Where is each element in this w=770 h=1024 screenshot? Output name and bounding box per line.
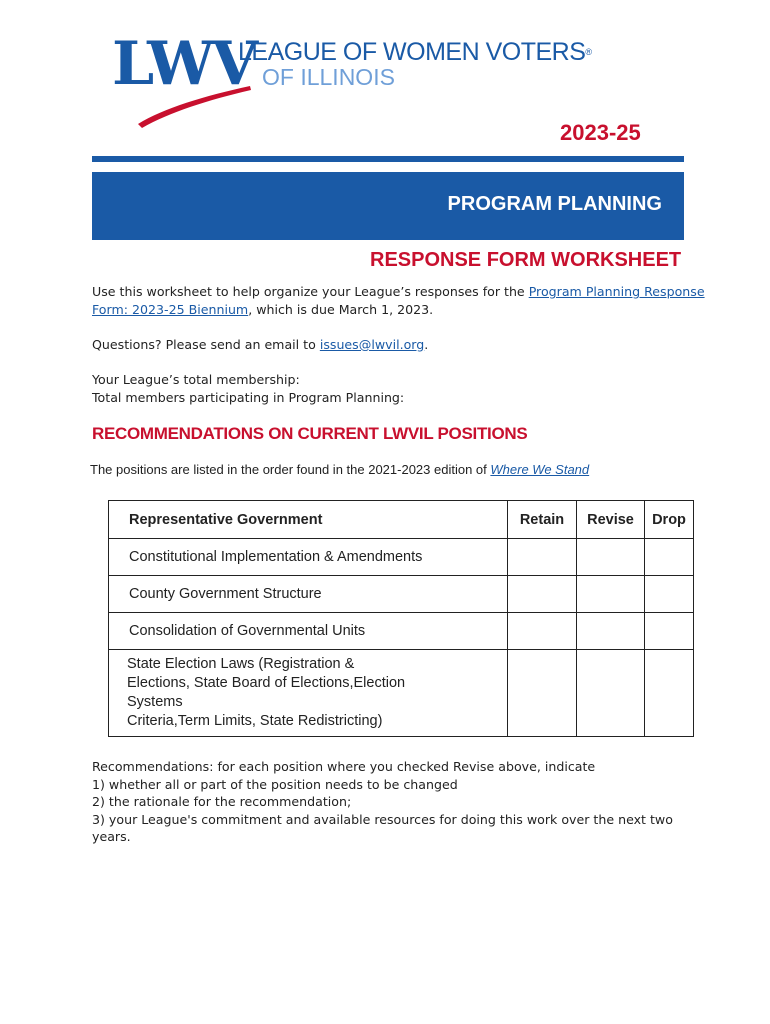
banner xyxy=(92,172,684,240)
retain-checkbox-cell[interactable] xyxy=(508,613,577,650)
where-we-stand-link[interactable]: Where We Stand xyxy=(490,462,590,477)
membership-label: Your League’s total membership: xyxy=(92,372,300,387)
position-line: Criteria,Term Limits, State Redistricting) xyxy=(127,713,383,729)
logo-letters: LWV xyxy=(112,29,256,99)
questions-text: Questions? Please send an email to xyxy=(92,337,320,352)
retain-checkbox-cell[interactable] xyxy=(508,539,577,576)
retain-checkbox-cell[interactable] xyxy=(508,576,577,613)
banner-title: PROGRAM PLANNING xyxy=(447,193,662,215)
order-note-text: The positions are listed in the order found in the 2021-2023 edition of xyxy=(90,462,491,477)
drop-checkbox-cell[interactable] xyxy=(645,650,694,737)
recommendation-line: 1) whether all or part of the position needs to be changed xyxy=(92,776,458,792)
top-rule xyxy=(92,156,684,162)
recommendation-line: years. xyxy=(92,829,131,844)
position-line: Elections, State Board of Elections,Election xyxy=(127,675,406,691)
membership-block xyxy=(92,371,404,407)
position-label: Constitutional Implementation & Amendments xyxy=(109,539,508,576)
section-heading: RECOMMENDATIONS ON CURRENT LWVIL POSITIONS xyxy=(92,424,528,443)
subtitle: RESPONSE FORM WORKSHEET xyxy=(370,249,682,271)
position-label: County Government Structure xyxy=(109,576,508,613)
recommendation-line: 3) your League's commitment and available resources for doing this work over the next two xyxy=(92,811,673,827)
program-planning-link-cont[interactable]: Form: 2023-25 Biennium xyxy=(92,302,249,317)
program-planning-link[interactable]: Program Planning Response xyxy=(528,284,705,299)
position-line: State Election Laws (Registration & xyxy=(127,656,355,672)
intro-text: Use this worksheet to help organize your League’s responses for the xyxy=(92,284,529,299)
logo-line2: OF ILLINOIS xyxy=(262,64,395,90)
email-link[interactable]: issues@lwvil.org xyxy=(319,337,425,352)
drop-checkbox-cell[interactable] xyxy=(645,613,694,650)
revise-checkbox-cell[interactable] xyxy=(577,539,645,576)
revise-checkbox-cell[interactable] xyxy=(577,613,645,650)
header-revise: Revise xyxy=(577,501,645,539)
registered-mark: ® xyxy=(585,47,592,57)
questions-line xyxy=(92,336,428,354)
participating-label: Total members participating in Program Planning: xyxy=(92,390,405,405)
recommendation-line: Recommendations: for each position where you checked Revise above, indicate xyxy=(92,759,596,774)
logo-line1 xyxy=(238,38,592,66)
year-heading: 2023-25 xyxy=(560,120,641,145)
recommendation-line: 2) the rationale for the recommendation; xyxy=(92,794,352,809)
drop-checkbox-cell[interactable] xyxy=(645,539,694,576)
table-row xyxy=(109,613,694,650)
order-note xyxy=(90,462,589,477)
drop-checkbox-cell[interactable] xyxy=(645,576,694,613)
logo-swoosh-icon xyxy=(134,74,254,130)
retain-checkbox-cell[interactable] xyxy=(508,650,577,737)
table-row xyxy=(109,576,694,613)
header-retain: Retain xyxy=(508,501,577,539)
position-line: Systems xyxy=(127,694,183,710)
questions-period: . xyxy=(424,337,429,352)
table-header-row xyxy=(109,501,694,539)
position-label: Consolidation of Governmental Units xyxy=(109,613,508,650)
header-position: Representative Government xyxy=(109,501,508,539)
logo-line1-text: LEAGUE OF WOMEN VOTERS xyxy=(238,38,586,66)
intro-paragraph xyxy=(92,283,705,319)
table-row xyxy=(109,539,694,576)
header-drop: Drop xyxy=(645,501,694,539)
table-row xyxy=(109,650,694,737)
lwv-logo xyxy=(108,29,592,130)
intro-due-text: , which is due March 1, 2023. xyxy=(248,302,434,317)
positions-table xyxy=(108,500,694,737)
revise-checkbox-cell[interactable] xyxy=(577,650,645,737)
recommendations-block xyxy=(92,758,673,846)
revise-checkbox-cell[interactable] xyxy=(577,576,645,613)
position-label-multiline xyxy=(109,650,508,737)
